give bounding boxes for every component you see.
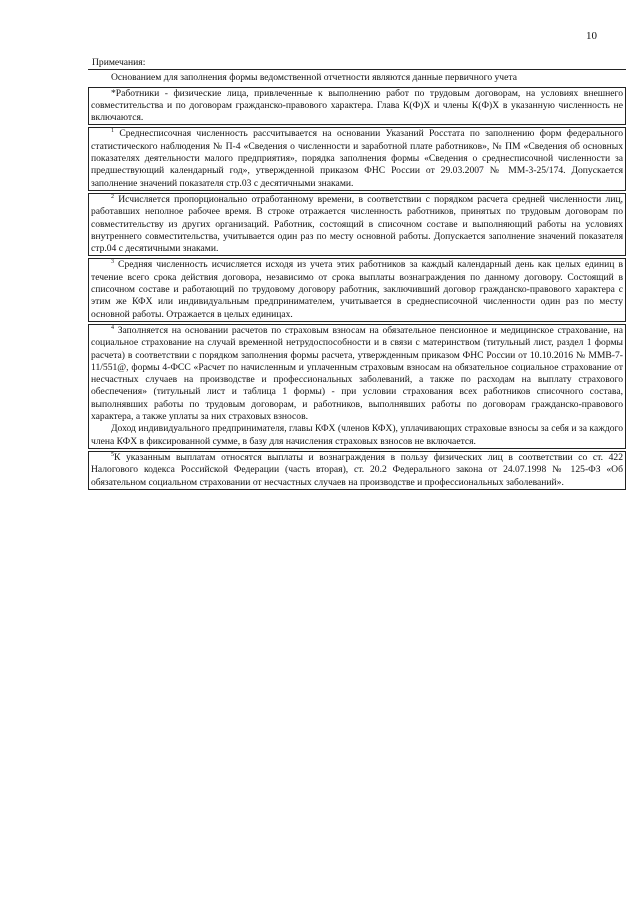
footnote-mark-1: 1 bbox=[111, 128, 114, 135]
note-footnote-3-text: Средняя численность исчисляется исходя из учета этих работников за каждый календарный день как целых единиц в течение всего срока действия договора, независимо от срока выплаты вознаграждения по данному договору. Состоящий в списочном составе и работающий по трудовому договору работник, заключивший договор гражданско-правового характера с этим же КФХ или индивидуальным предпринимателем, учитывается в среднесписочной численности один раз по месту основной работы. Отражается в целых единицах. bbox=[91, 259, 623, 320]
note-footnote-4-text: Заполняется на основании расчетов по страховым взносам на обязательное пенсионное и медицинское страхование, на социальное страхование на случай временной нетрудоспособности и в связи с материнством (титульный лист, раздел 1 формы расчета) в соответствии с порядком заполнения формы расчета, утвержденным приказом ФНС России от 10.10.2016 № ММВ-7-11/551@, формы 4-ФСС «Расчет по начисленным и уплаченным страховым взносам на обязательное социальное страхование от несчастных случаев на производстве и профессиональных заболеваний, а также по расходам на выплату страхового обеспечения» (титульный лист и таблица 1 формы) - при условии страхования всех работников списочного состава, выполнявших работы по трудовым договорам, и работников, выполнявших работы по договорам гражданско-правового характера, а также уплаты за них страховых взносов. bbox=[91, 324, 623, 423]
note-footnote-2 bbox=[88, 193, 626, 256]
footnote-mark-5: 5 bbox=[111, 451, 114, 458]
footnote-mark-3: 3 bbox=[111, 259, 114, 266]
footnote-mark-2: 2 bbox=[111, 193, 114, 200]
notes-section bbox=[88, 57, 626, 492]
note-footnote-1-text: Среднесписочная численность рассчитывается на основании Указаний Росстата по заполнению форм федерального статистического наблюдения № П-4 «Сведения о численности и заработной плате работников», № ПМ «Сведения об основных показателях деятельности малого предприятия», порядка заполнения формы «Сведения о среднесписочной численности за предшествующий календарный год», утвержденной приказом ФНС России от 29.03.2007 № ММ-3-25/174. Допускается заполнение значений показателя стр.03 с десятичными знаками. bbox=[91, 128, 624, 189]
page-number: 10 bbox=[586, 30, 597, 42]
note-footnote-5 bbox=[88, 451, 626, 490]
note-workers-text: *Работники - физические лица, привлеченные к выполнению работ по трудовым договорам, на условиях внешнего совместительства и по договорам гражданско-правового характера. Глава К(Ф)Х и члены К(Ф)Х в указанную численность не включаются. bbox=[91, 87, 623, 124]
notes-heading: Примечания: bbox=[88, 57, 626, 70]
note-footnote-2-text: Исчисляется пропорционально отработанному времени, в соответствии с порядком расчета средней численности лиц, работавших неполное рабочее время. В строке отражается численность работников, принятых по трудовым договорам по совместительству из других организаций. Работник, состоящий в списочном составе и выполняющий работы на условиях внутреннего совместительства, учитывается один раз по месту основной работы. Допускается заполнение значений показателя стр.04 с десятичными знаками. bbox=[91, 193, 623, 255]
note-footnote-1 bbox=[88, 127, 626, 190]
footnote-mark-4: 4 bbox=[111, 324, 114, 331]
note-footnote-4-text-2: Доход индивидуального предпринимателя, главы КФХ (членов КФХ), уплачивающих страховые взносы за себя и за каждого члена КФХ в фиксированной сумме, в базу для начисления страховых взносов не включается. bbox=[91, 423, 623, 447]
note-basis-text: Основанием для заполнения формы ведомственной отчетности являются данные первичного учета bbox=[111, 72, 517, 84]
note-footnote-5-text: К указанным выплатам относятся выплаты и вознаграждения в пользу физических лиц в соответствии со ст. 422 Налогового кодекса Российской Федерации (часть вторая), ст. 20.2 Федерального закона от 24.07.1998 № 125-ФЗ «Об обязательном социальном страховании от несчастных случаев на производстве и профессиональных заболеваний». bbox=[91, 451, 623, 488]
note-footnote-4 bbox=[88, 324, 626, 449]
note-workers bbox=[88, 87, 626, 126]
note-basis bbox=[88, 71, 626, 85]
note-footnote-3 bbox=[88, 258, 626, 321]
